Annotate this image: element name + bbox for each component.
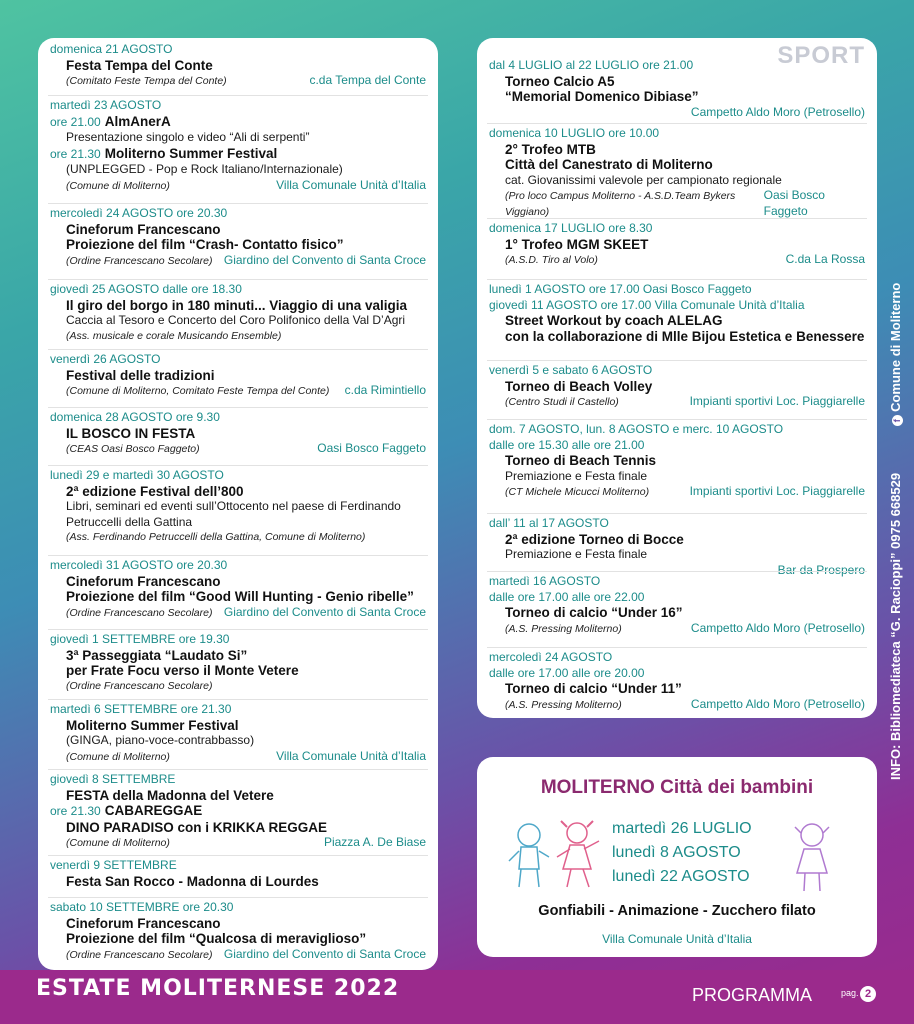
event-place: Giardino del Convento di Santa Croce: [223, 604, 426, 619]
event-subtitle: Premiazione e Festa finale: [505, 468, 648, 483]
event-place: Giardino del Convento di Santa Croce: [223, 946, 426, 961]
event-title: con la collaborazione di Mlle Bijou Estetica e Benessere: [505, 328, 865, 344]
event-date: venerdì 26 AGOSTO: [50, 352, 161, 366]
event-meta-row: [50, 383, 426, 400]
event-place: Campetto Aldo Moro (Petrosello): [690, 620, 865, 635]
event-title: DINO PARADISO con i KRIKKA REGGAE: [66, 819, 328, 835]
event-place: Villa Comunale Unità d’Italia: [276, 177, 426, 192]
kids-title: MOLITERNO Città dei bambini: [540, 777, 814, 798]
event-item: [50, 98, 426, 194]
event-title: Street Workout by coach ALELAG: [505, 313, 723, 328]
event-title: Cineforum Francescano: [66, 221, 221, 237]
event-title: 3ª Passeggiata “Laudato Si”: [66, 647, 248, 663]
event-organizer: (Ass. Ferdinando Petruccelli della Gattina, Comune di Moliterno): [66, 531, 366, 543]
event-organizer: (A.S.D. Tiro al Volo): [505, 254, 598, 266]
event-meta-row: [489, 484, 865, 501]
event-title: AlmAnerA: [104, 113, 171, 129]
event-meta-row: [489, 252, 865, 269]
event-timed-title: [50, 114, 426, 131]
event-place: C.da La Rossa: [785, 252, 865, 266]
kids-illustration-icon: [507, 817, 607, 892]
event-date: dall’ 11 al 17 AGOSTO: [489, 516, 609, 530]
divider: [487, 571, 867, 572]
divider: [48, 95, 428, 96]
event-organizer: (Ordine Francescano Secolare): [66, 606, 213, 619]
event-title: 2° Trofeo MTB: [505, 141, 596, 157]
event-meta-row: [50, 835, 426, 852]
event-title: Festival delle tradizioni: [66, 367, 215, 383]
event-place: Impianti sportivi Loc. Piaggiarelle: [689, 484, 865, 498]
event-item: [489, 126, 865, 220]
event-organizer: (Comune di Moliterno): [66, 837, 170, 849]
info-sidebar: [888, 283, 903, 780]
event-meta-row: [50, 530, 426, 546]
divider: [487, 279, 867, 280]
event-item: [489, 58, 865, 120]
event-place: Piazza A. De Biase: [323, 835, 426, 849]
event-time: ore 21.00: [50, 114, 101, 129]
event-organizer: (Comune di Moliterno, Comitato Feste Tempa del Conte): [66, 385, 330, 397]
event-title: Torneo di Beach Volley: [505, 378, 653, 394]
event-organizer: (CEAS Oasi Bosco Faggeto): [66, 443, 200, 455]
event-organizer: (A.S. Pressing Moliterno): [505, 698, 622, 711]
event-date: domenica 10 LUGLIO ore 10.00: [489, 126, 660, 140]
event-organizer: (Pro loco Campus Moliterno - A.S.D.Team Bykers Viggiano): [505, 190, 736, 218]
event-organizer: (Ordine Francescano Secolare): [66, 679, 213, 692]
event-place: Villa Comunale Unità d’Italia: [276, 748, 426, 763]
kids-activities: Gonfiabili - Animazione - Zucchero filato: [538, 903, 816, 919]
event-title: Il giro del borgo in 180 minuti... Viaggio di una valigia: [66, 297, 408, 313]
event-subtitle: Premiazione e Festa finale: [505, 547, 648, 561]
event-subtitle: (GINGA, piano-voce-contrabbasso): [66, 733, 255, 747]
event-item: [50, 206, 426, 269]
event-place: Oasi Bosco Faggeto: [317, 441, 426, 455]
event-subtitle: (UNPLEGGED - Pop e Rock Italiano/Internazionale): [66, 162, 343, 176]
event-date-secondary: dalle ore 17.00 alle ore 20.00: [489, 665, 645, 680]
event-meta-row: [489, 394, 865, 411]
event-meta-row: [489, 621, 865, 638]
event-date: lunedì 29 e martedì 30 AGOSTO: [50, 468, 224, 482]
event-title: Torneo Calcio A5: [505, 73, 615, 89]
event-organizer: (Centro Studi il Castello): [505, 396, 619, 408]
event-timed-title: [50, 803, 426, 820]
event-item: [50, 900, 426, 963]
divider: [487, 513, 867, 514]
divider: [48, 407, 428, 408]
event-title: Proiezione del film “Good Will Hunting - Genio ribelle”: [66, 589, 414, 604]
event-date: martedì 23 AGOSTO: [50, 98, 162, 112]
event-title: 2ª edizione Festival dell’800: [66, 483, 244, 499]
event-title: FESTA della Madonna del Vetere: [66, 787, 274, 803]
event-date: venerdì 9 SETTEMBRE: [50, 858, 177, 872]
event-date: sabato 10 SETTEMBRE ore 20.30: [50, 900, 234, 914]
divider: [48, 629, 428, 630]
event-item: [50, 772, 426, 852]
kids-date: lunedì 22 AGOSTO: [612, 868, 750, 885]
kids-dates: [612, 817, 752, 889]
divider: [48, 769, 428, 770]
event-title: Festa Tempa del Conte: [66, 57, 213, 73]
event-title: IL BOSCO IN FESTA: [66, 425, 196, 441]
divider: [48, 203, 428, 204]
event-meta-row: [50, 73, 426, 90]
event-meta-row: [50, 605, 426, 622]
event-title: Festa San Rocco - Madonna di Lourdes: [66, 873, 319, 889]
event-title: 1° Trofeo MGM SKEET: [505, 236, 649, 252]
divider: [487, 647, 867, 648]
kids-place: Villa Comunale Unità d’Italia: [602, 932, 752, 946]
event-date: venerdì 5 e sabato 6 AGOSTO: [489, 363, 653, 377]
event-subtitle: cat. Giovanissimi valevole per campionato regionale: [505, 172, 782, 187]
event-organizer: (Comune di Moliterno): [66, 179, 170, 192]
event-item: [489, 516, 865, 578]
event-time: ore 21.30: [50, 804, 101, 818]
event-place: c.da Tempa del Conte: [309, 73, 426, 87]
kids-date: martedì 26 LUGLIO: [612, 820, 752, 837]
divider: [487, 123, 867, 124]
event-organizer: (CT Michele Micucci Moliterno): [505, 486, 650, 498]
event-item: [489, 574, 865, 637]
event-organizer: (Ass. musicale e corale Musicando Ensemble): [66, 329, 282, 342]
event-title: Cineforum Francescano: [66, 915, 221, 931]
event-meta-row: [489, 105, 865, 121]
event-time: ore 21.30: [50, 146, 101, 161]
event-item: [50, 42, 426, 90]
divider: [487, 218, 867, 219]
event-date: giovedì 25 AGOSTO dalle ore 18.30: [50, 282, 242, 296]
event-date: giovedì 1 SETTEMBRE ore 19.30: [50, 632, 230, 646]
footer-page-number: 2: [860, 986, 876, 1002]
event-item: [50, 632, 426, 694]
event-meta-row: [50, 329, 426, 345]
event-date: lunedì 1 AGOSTO ore 17.00 Oasi Bosco Faggeto: [489, 282, 752, 296]
divider: [48, 699, 428, 700]
event-place: Campetto Aldo Moro (Petrosello): [690, 104, 865, 119]
girl-illustration-icon: [787, 819, 837, 894]
facebook-icon: f: [892, 415, 903, 426]
event-item: [489, 221, 865, 269]
divider: [48, 855, 428, 856]
event-title: CABAREGGAE: [104, 803, 203, 818]
event-date: mercoledì 31 AGOSTO ore 20.30: [50, 558, 228, 572]
event-title: Torneo di calcio “Under 16”: [505, 605, 683, 620]
event-item: [489, 422, 865, 501]
event-item: [489, 363, 865, 411]
event-date: domenica 17 LUGLIO ore 8.30: [489, 221, 653, 235]
facebook-page-name: Comune di Moliterno: [888, 282, 903, 412]
event-organizer: (Ordine Francescano Secolare): [66, 948, 213, 961]
event-place: c.da Rimintiello: [344, 383, 426, 397]
event-place: Impianti sportivi Loc. Piaggiarelle: [689, 394, 865, 408]
event-item: [50, 282, 426, 344]
event-place: Oasi Bosco Faggeto: [763, 188, 825, 218]
divider: [48, 897, 428, 898]
event-timed-title: [50, 146, 426, 163]
event-item: [50, 468, 426, 546]
kids-date: lunedì 8 AGOSTO: [612, 844, 741, 861]
event-organizer: (Comitato Feste Tempa del Conte): [66, 75, 227, 87]
kids-panel: [477, 757, 877, 957]
left-events-panel: [38, 38, 438, 970]
event-meta-row: [50, 947, 426, 964]
footer-title: ESTATE MOLITERNESE 2022: [36, 976, 400, 1001]
event-title: Proiezione del film “Qualcosa di meraviglioso”: [66, 931, 367, 946]
event-title: Cineforum Francescano: [66, 573, 221, 589]
event-meta-row: [50, 749, 426, 766]
event-subtitle: Presentazione singolo e video “Ali di serpenti”: [66, 130, 310, 144]
event-place: Bar da Prospero: [777, 562, 865, 577]
divider: [48, 349, 428, 350]
event-organizer: (A.S. Pressing Moliterno): [505, 622, 622, 635]
event-subtitle: Petruccelli della Gattina: [66, 514, 193, 529]
event-date: martedì 6 SETTEMBRE ore 21.30: [50, 702, 232, 716]
event-item: [50, 858, 426, 889]
divider: [48, 465, 428, 466]
event-date-secondary: dalle ore 15.30 alle ore 21.00: [489, 437, 645, 452]
event-title: Moliterno Summer Festival: [104, 145, 278, 161]
event-title: Proiezione del film “Crash- Contatto fisico”: [66, 237, 344, 252]
event-title: Torneo di calcio “Under 11”: [505, 681, 682, 696]
event-item: [50, 410, 426, 458]
event-date-secondary: dalle ore 17.00 alle ore 22.00: [489, 589, 645, 604]
footer-programma: PROGRAMMA: [692, 985, 813, 1005]
event-meta-row: [50, 679, 426, 695]
event-meta-row: [50, 178, 426, 195]
event-item: [50, 558, 426, 621]
event-meta-row: [50, 253, 426, 270]
event-date: martedì 16 AGOSTO: [489, 574, 601, 588]
footer-page-label: pag.: [841, 988, 859, 998]
event-subtitle: Caccia al Tesoro e Concerto del Coro Polifonico della Val D’Agri: [66, 313, 406, 327]
event-date: mercoledì 24 AGOSTO ore 20.30: [50, 206, 228, 220]
divider: [487, 419, 867, 420]
event-place: Campetto Aldo Moro (Petrosello): [690, 696, 865, 711]
event-date: giovedì 8 SETTEMBRE: [50, 772, 176, 786]
event-title: Città del Canestrato di Moliterno: [505, 157, 713, 172]
event-item: [489, 282, 865, 344]
event-title: 2ª edizione Torneo di Bocce: [505, 531, 684, 547]
event-title: Torneo di Beach Tennis: [505, 453, 657, 468]
event-title: per Frate Focu verso il Monte Vetere: [66, 663, 299, 678]
event-date-secondary: giovedì 11 AGOSTO ore 17.00 Villa Comunale Unità d’Italia: [489, 297, 805, 312]
event-date: dom. 7 AGOSTO, lun. 8 AGOSTO e merc. 10 AGOSTO: [489, 422, 784, 436]
event-title: “Memorial Domenico Dibiase”: [505, 89, 699, 104]
event-date: mercoledì 24 AGOSTO: [489, 650, 613, 664]
event-place: Giardino del Convento di Santa Croce: [223, 252, 426, 267]
event-meta-row: [489, 188, 865, 220]
event-meta-row: [489, 697, 865, 714]
event-item: [50, 352, 426, 400]
event-date: domenica 21 AGOSTO: [50, 42, 173, 56]
sport-events-panel: [477, 38, 877, 718]
event-organizer: (Comune di Moliterno): [66, 750, 170, 763]
event-title: Moliterno Summer Festival: [66, 717, 239, 733]
event-date: dal 4 LUGLIO al 22 LUGLIO ore 21.00: [489, 58, 694, 72]
event-date: domenica 28 AGOSTO ore 9.30: [50, 410, 220, 424]
event-organizer: (Ordine Francescano Secolare): [66, 254, 213, 267]
divider: [48, 279, 428, 280]
sport-heading: SPORT: [777, 42, 865, 69]
divider: [48, 555, 428, 556]
event-subtitle: Libri, seminari ed eventi sull’Ottocento nel paese di Ferdinando: [66, 499, 401, 513]
event-meta-row: [50, 441, 426, 458]
event-item: [50, 702, 426, 765]
event-item: [489, 650, 865, 713]
info-text: INFO: Bibliomediateca “G. Racioppi” 0975 668529: [888, 472, 903, 780]
divider: [487, 360, 867, 361]
